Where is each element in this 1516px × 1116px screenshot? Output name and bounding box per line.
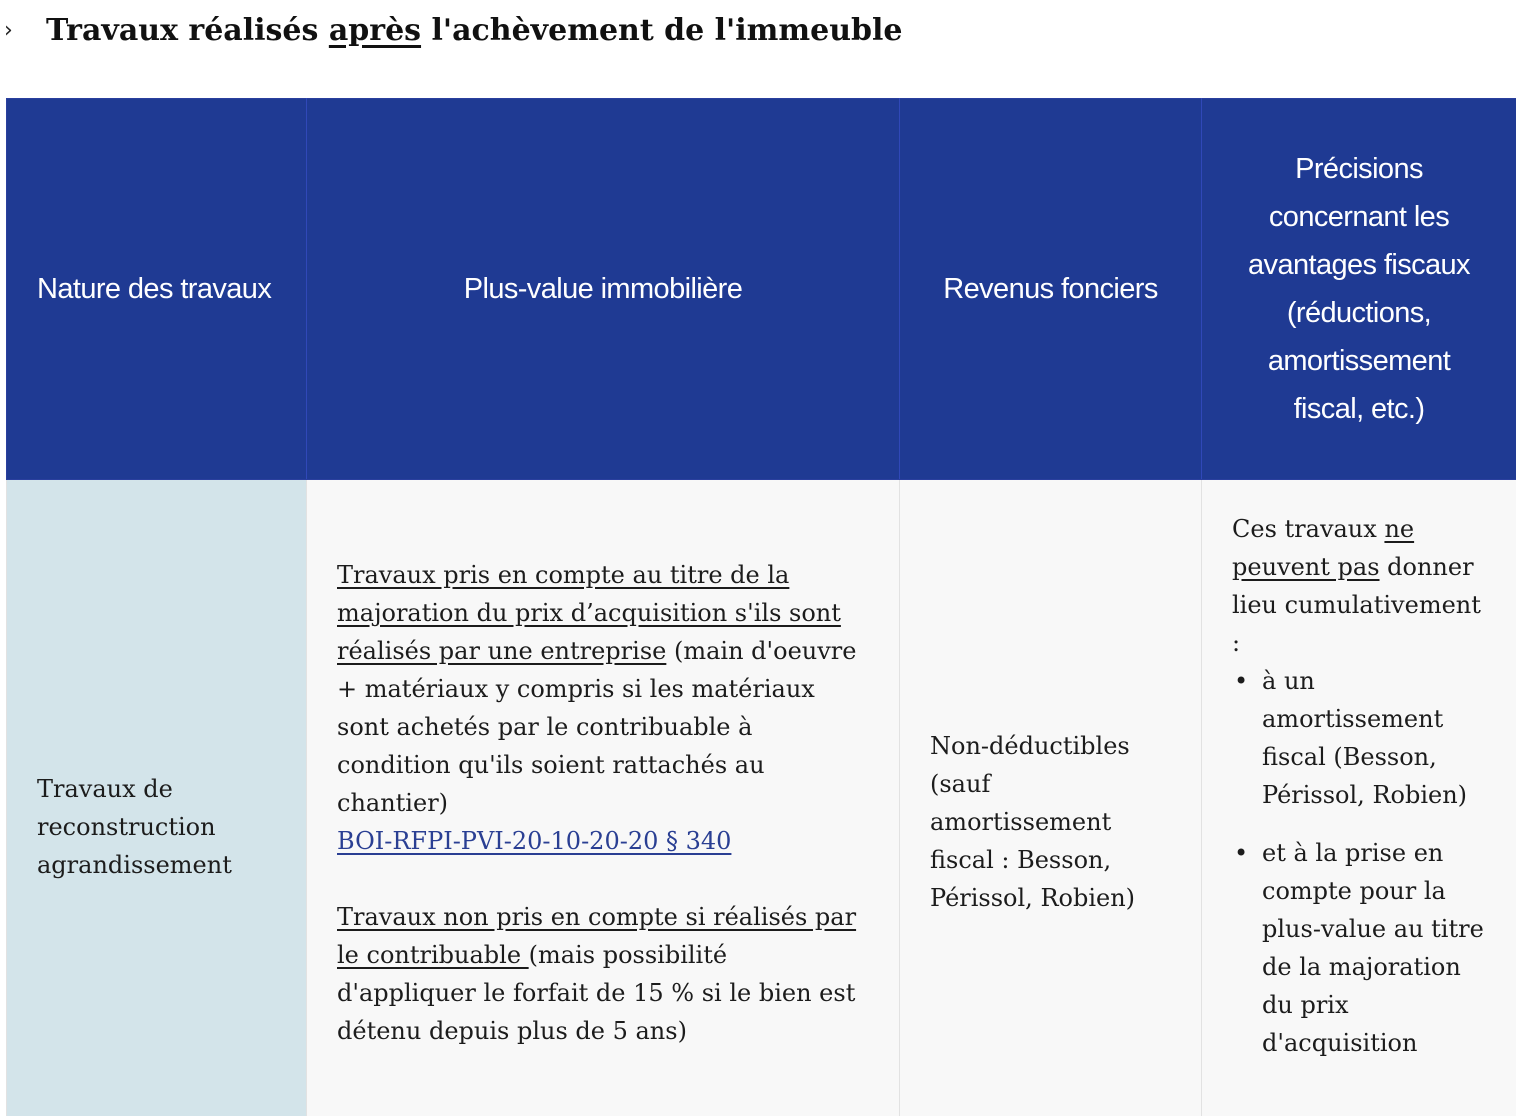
- plus-value-p2-underlined: Travaux non pris en compte si réalisés par le contribuable: [337, 903, 857, 969]
- header-avantages: Précisions concernant les avantages fiscaux (réductions, amortissement fiscal, etc.): [1202, 99, 1516, 480]
- avantages-list: [1232, 662, 1486, 1062]
- cell-nature: Travaux de reconstruction agrandissement: [7, 480, 307, 1116]
- works-table: [6, 98, 1516, 1116]
- plus-value-paragraph-1: [337, 556, 869, 822]
- table-row: [7, 480, 1516, 1116]
- list-item: [1232, 834, 1486, 1062]
- header-revenus: Revenus fonciers: [900, 99, 1202, 480]
- plus-value-p1-rest: (main d'oeuvre + matériaux y compris si les matériaux sont achetés par le contribuable à condition qu'ils soient rattachés au chantier): [337, 637, 857, 817]
- title-prefix: Travaux réalisés: [46, 12, 319, 48]
- bullet-icon: •: [1234, 839, 1249, 867]
- header-nature: Nature des travaux: [7, 99, 307, 480]
- plus-value-p2-rest: (mais possibilité d'appliquer le forfait de 15 % si le bien est détenu depuis plus de 5 ans): [337, 941, 856, 1045]
- cell-revenus: Non-déductibles (sauf amortissement fiscal : Besson, Périssol, Robien): [900, 480, 1202, 1116]
- section-heading[interactable]: [0, 8, 902, 52]
- plus-value-paragraph-2: [337, 898, 869, 1050]
- cell-plus-value: [307, 480, 900, 1116]
- plus-value-p1-underlined: Travaux pris en compte au titre de la majoration du prix d’acquisition s'ils sont réalisés par une entreprise: [337, 561, 841, 665]
- list-item-text: à un amortissement fiscal (Besson, Périssol, Robien): [1262, 667, 1468, 809]
- header-plus-value: Plus-value immobilière: [307, 99, 900, 480]
- bullet-icon: •: [1234, 667, 1249, 695]
- cell-avantages: [1202, 480, 1516, 1116]
- avantages-intro-a: Ces travaux: [1232, 515, 1385, 543]
- title-suffix: l'achèvement de l'immeuble: [431, 12, 903, 48]
- avantages-intro-underlined: ne peuvent pas: [1232, 515, 1415, 581]
- table-header-row: [7, 99, 1516, 480]
- avantages-intro: [1232, 510, 1486, 662]
- section-title: [46, 13, 902, 48]
- list-item: [1232, 662, 1486, 814]
- list-item-text: et à la prise en compte pour la plus-value au titre de la majoration du prix d'acquisition: [1262, 839, 1484, 1057]
- avantages-intro-b: donner lieu cumulativement :: [1232, 553, 1481, 657]
- title-underlined: après: [328, 12, 422, 48]
- paragraph-spacer: [337, 860, 869, 898]
- chevron-right-icon[interactable]: ›: [4, 17, 13, 43]
- boi-reference-link[interactable]: BOI-RFPI-PVI-20-10-20-20 § 340: [337, 827, 732, 855]
